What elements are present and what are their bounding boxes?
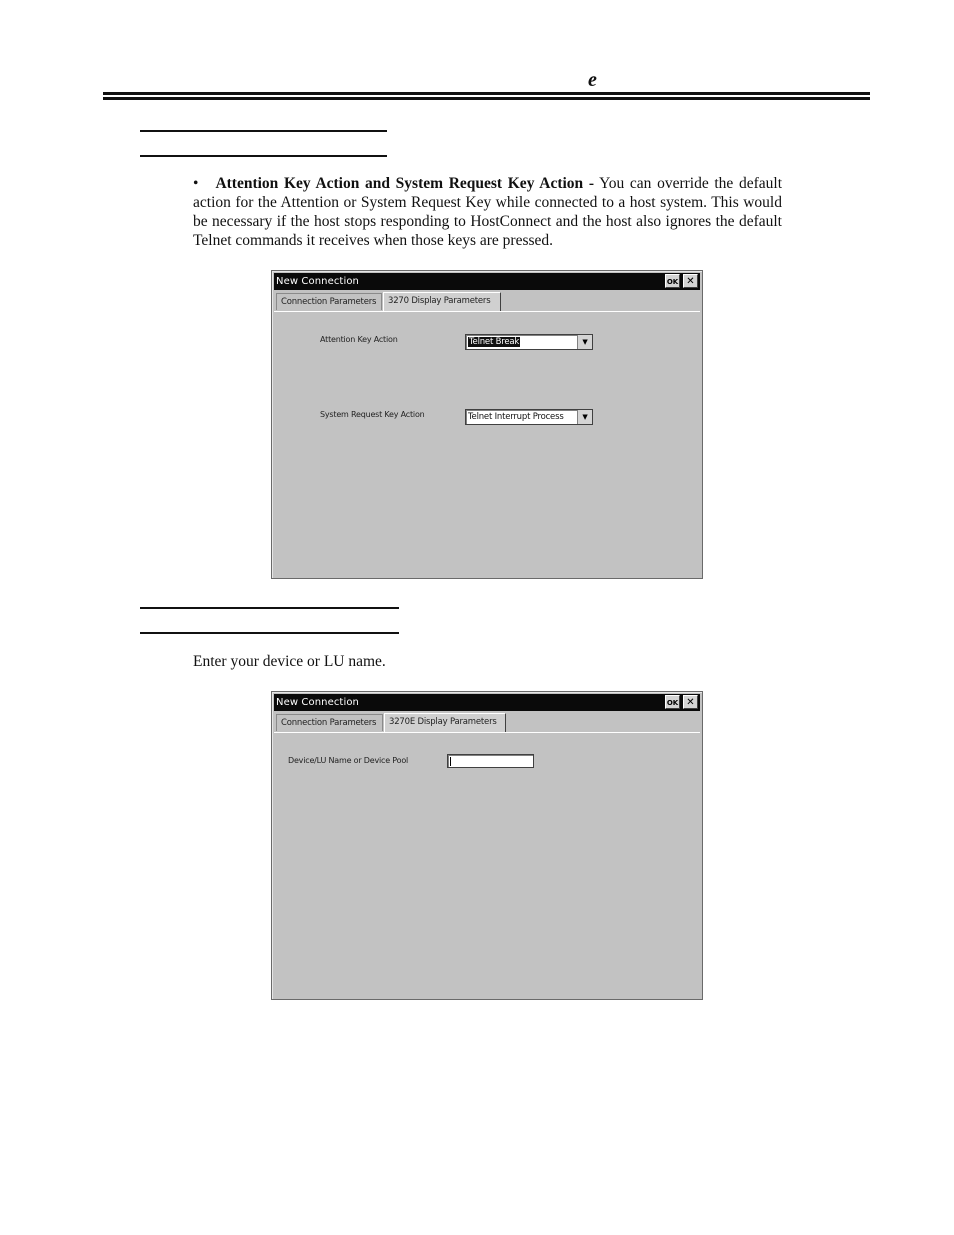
ok-button[interactable]: OK	[665, 695, 680, 709]
close-button[interactable]: ✕	[683, 274, 698, 288]
bullet: •	[193, 175, 199, 192]
attention-key-action-value: Telnet Break	[469, 337, 520, 347]
tab-3270-display-parameters[interactable]: 3270 Display Parameters	[383, 292, 501, 311]
header-rule-bottom	[103, 97, 870, 100]
section1-heading-rule-bottom	[140, 155, 387, 157]
dialog-titlebar	[274, 273, 700, 290]
attention-key-action-select[interactable]	[465, 334, 593, 350]
new-connection-dialog-3270	[271, 270, 703, 579]
device-lu-name-label: Device/LU Name or Device Pool	[288, 756, 409, 765]
system-request-key-action-label: System Request Key Action	[320, 410, 425, 419]
device-lu-name-input[interactable]	[447, 754, 534, 768]
attention-key-paragraph	[193, 174, 782, 250]
paragraph-bold-lead: Attention Key Action and System Request Key Action -	[215, 175, 594, 192]
section2-heading-rule-bottom	[140, 632, 399, 634]
text-caret	[450, 757, 451, 766]
chevron-down-icon[interactable]: ▼	[577, 335, 592, 349]
page-header-letter: e	[588, 69, 597, 91]
tab-connection-parameters[interactable]: Connection Parameters	[276, 714, 383, 731]
chevron-down-icon[interactable]: ▼	[577, 410, 592, 424]
dialog-title: New Connection	[276, 697, 359, 708]
dialog-titlebar	[274, 694, 700, 711]
tab-connection-parameters[interactable]: Connection Parameters	[276, 293, 382, 310]
new-connection-dialog-3270e	[271, 691, 703, 1000]
paragraph-body: You can override the default action for the Attention or System Request Key while connected to a host system. This would be necessary if the host stops responding to HostConnect and the host also ignores the default Telnet commands it receives when those keys are pressed.	[193, 175, 783, 249]
ok-button[interactable]: OK	[665, 274, 680, 288]
tab-panel-edge	[274, 732, 700, 733]
section1-heading-rule-top	[140, 130, 387, 132]
header-rule-top	[103, 92, 870, 95]
tab-panel-edge	[274, 311, 700, 312]
tab-3270e-display-parameters[interactable]: 3270E Display Parameters	[384, 713, 506, 732]
section2-heading-rule-top	[140, 607, 399, 609]
system-request-key-action-value: Telnet Interrupt Process	[468, 412, 564, 422]
dialog-title: New Connection	[276, 276, 359, 287]
attention-key-action-label: Attention Key Action	[320, 335, 398, 344]
device-lu-instruction: Enter your device or LU name.	[193, 653, 386, 670]
system-request-key-action-select[interactable]	[465, 409, 593, 425]
close-button[interactable]: ✕	[683, 695, 698, 709]
